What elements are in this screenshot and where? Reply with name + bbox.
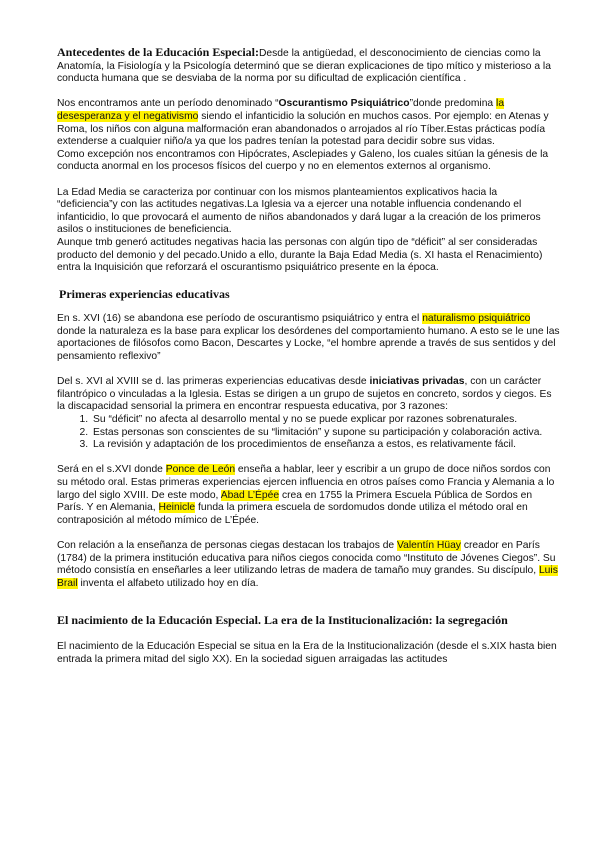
highlighted-text: la desesperanza y el negativismo	[57, 98, 505, 122]
list-item: 3. La revisión y adaptación de los procedimientos de enseñanza a estos, es relativamente fácil.	[91, 439, 560, 452]
paragraph-antecedentes	[57, 46, 560, 86]
paragraph-nacimiento: El nacimiento de la Educación Especial se situa en la Era de la Institucionalización (desde el s.XIX hasta bien entrada la primera mitad del siglo XX). En la sociedad siguen arraigadas las actitudes	[57, 640, 557, 665]
paragraph-ciegos	[57, 540, 560, 590]
text-run: , con un carácter filantrópico o vinculadas a la Iglesia. Estas se dirigen a un grupo de sujetos en concreto, sordos y ciegos. Es la discapacidad sensorial la primera en encontrar respuesta educativa, por 3 razones:	[57, 376, 552, 413]
section-heading-antecedentes: Antecedentes de la Educación Especial:	[57, 45, 259, 59]
paragraph-excepcion: Como excepción nos encontramos con Hipócrates, Asclepiades y Galeno, los cuales sitúan la génesis de la conducta anormal en los procesos físicos del cuerpo y no en elementos externos al organismo.	[57, 148, 549, 173]
paragraph-oscurantismo	[57, 98, 560, 148]
text-run: Será en el s.XVI donde	[57, 464, 166, 476]
highlighted-text: Valentín Hüay	[397, 539, 461, 551]
text-run: creador en París (1784) de la primera institución educativa para niños ciegos conocida como “Instituto de Jóvenes Ciegos”. Su método consistía en enseñarles a leer utilizando letras de madera de tamaño muy grandes. Su discípulo,	[57, 539, 556, 577]
paragraph-inquisicion: Aunque tmb generó actitudes negativas hacia las personas con algún tipo de “déficit” al ser consideradas producto del demonio y del pecado.Unido a ello, durante la Baja Edad Media (s. XI hasta el Renacimiento) entra la Inquisición que reforzará el oscurantismo psiquiátrico presente en la época.	[57, 236, 543, 274]
paragraph-naturalismo	[57, 313, 560, 363]
bold-term: iniciativas privadas	[369, 376, 465, 388]
text-run: siendo el infanticidio la solución en muchos casos. Por ejemplo: en Atenas y Roma, los niños con alguna malformación eran abandonados o arrojados al río Tíber.Estas prácticas podía extenderse a cualquier niño/a ya que los padres tenían la potestad para decidir sobre sus vidas.	[57, 110, 549, 148]
highlighted-text: Abad L’Épée	[220, 489, 280, 501]
paragraph-ponce-de-leon	[57, 464, 560, 527]
paragraph-text: Desde la antigüedad, el desconocimiento de ciencias como la Anatomía, la Fisiología y la Psicología determinó que se dieran explicaciones de tipo mítico y misterioso a la conducta humana que se desviaba de la norma por su dificultad de explicación científica .	[57, 48, 551, 85]
highlighted-text: Heinicle	[158, 502, 196, 514]
section-heading-primeras-experiencias: Primeras experiencias educativas	[59, 286, 230, 301]
reasons-list	[57, 414, 560, 452]
list-item: 2. Estas personas son conscientes de su “limitación” y supone su participación y colaboración activa.	[91, 427, 560, 440]
bold-term: Oscurantismo Psiquiátrico	[278, 98, 410, 110]
text-run: crea en 1755 la Primera Escuela Pública de Sordos en París. Y en Alemania,	[57, 489, 533, 514]
list-item: 1. Su “déficit” no afecta al desarrollo mental y no se puede explicar por razones sobrenaturales.	[91, 414, 560, 427]
section-heading-nacimiento: El nacimiento de la Educación Especial. La era de la Institucionalización: la segregación	[57, 613, 508, 628]
text-run: funda la primera escuela de sordomudos donde utiliza el método oral en contraposición al método mímico de L’Épée.	[57, 502, 528, 526]
text-run: ”donde predomina	[409, 98, 497, 110]
text-run: Nos encontramos ante un período denominado “	[57, 98, 279, 110]
paragraph-iniciativas-privadas	[57, 376, 560, 414]
text-run: enseña a hablar, leer y escribir a un grupo de doce niños sordos con su método oral. Estas primeras experiencias ejercen influencia en otros países como Francia y Alemania a lo largo del siglo XVIII. De este modo,	[57, 464, 555, 501]
text-run: inventa el alfabeto utilizado hoy en día.	[77, 577, 259, 589]
paragraph-edad-media: La Edad Media se caracteriza por continuar con los mismos planteamientos explicativos hacia la “deficiencia”y con las actitudes negativas.La Iglesia va a ejercer una notable influencia condenando el infanticidio, lo que provocará el aumento de niños abandonados y dará lugar a la creación de los primeros asilos o instituciones de beneficiencia.	[57, 186, 541, 236]
highlighted-text: naturalismo psiquiátrico	[422, 313, 531, 325]
text-run: Con relación a la enseñanza de personas ciegas destacan los trabajos de	[57, 539, 398, 551]
highlighted-text: Luis Brail	[57, 565, 558, 589]
highlighted-text: Ponce de León	[165, 464, 236, 476]
text-run: Del s. XVI al XVIII se d. las primeras experiencias educativas desde	[57, 376, 370, 388]
text-run: En s. XVI (16) se abandona ese período de oscurantismo psiquiátrico y entra el	[57, 313, 423, 325]
text-run: donde la naturaleza es la base para explicar los desórdenes del comportamiento humano. A esto se le une las aportaciones de filósofos como Bacon, Descartes y Locke, “el hombre aprende a través de sus sentidos y del pensamiento reflexivo”	[57, 325, 560, 363]
